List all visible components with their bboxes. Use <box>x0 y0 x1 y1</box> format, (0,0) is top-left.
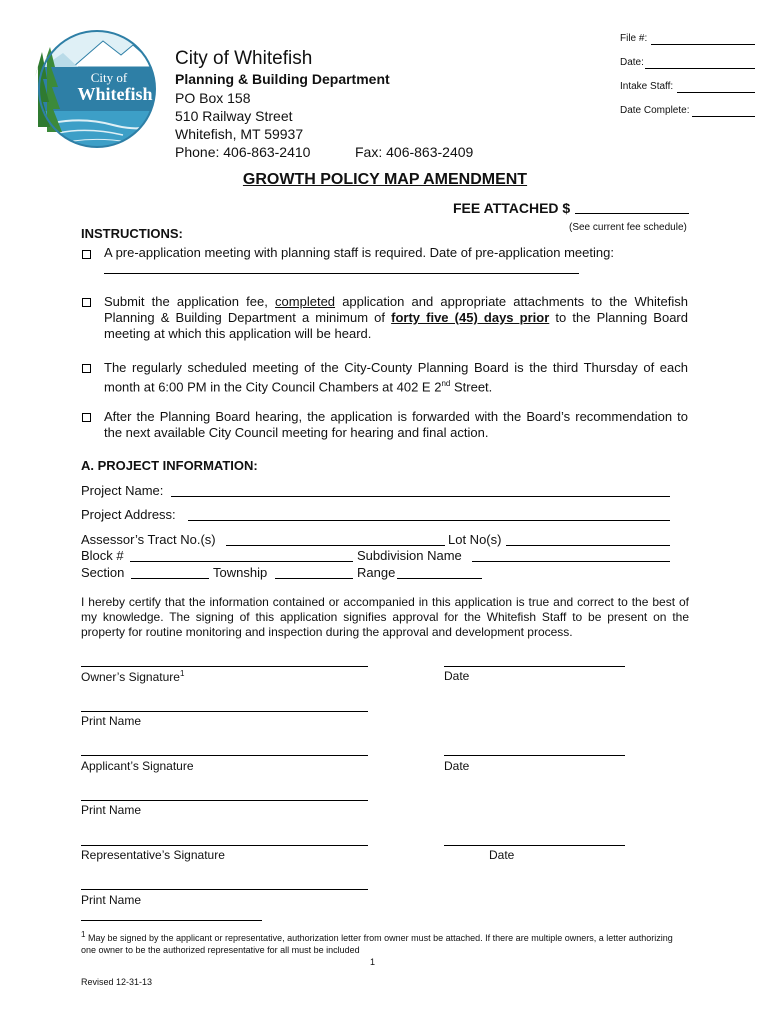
file-number-label: File #: <box>620 33 648 44</box>
subdivision-label: Subdivision Name <box>357 548 462 563</box>
city-logo-graphic <box>33 27 158 152</box>
representative-signature-label: Representative’s Signature <box>81 848 225 862</box>
tract-field[interactable] <box>226 545 445 546</box>
intake-staff-label: Intake Staff: <box>620 81 674 92</box>
range-field[interactable] <box>397 578 482 579</box>
representative-print-name-field[interactable] <box>81 889 368 890</box>
po-box: PO Box 158 <box>175 90 251 106</box>
fee-schedule-note: (See current fee schedule) <box>569 222 687 233</box>
lot-label: Lot No(s) <box>448 532 502 547</box>
applicant-signature-field[interactable] <box>81 755 368 756</box>
township-field[interactable] <box>275 578 353 579</box>
applicant-signature-label: Applicant’s Signature <box>81 759 194 773</box>
instruction-3: The regularly scheduled meeting of the City-County Planning Board is the third Thursday of each month at 6:00 PM in the City Council Chambers at 402 E 2nd Street. <box>104 360 688 395</box>
applicant-date-label: Date <box>444 759 470 773</box>
applicant-date-field[interactable] <box>444 755 625 756</box>
project-address-field[interactable] <box>188 520 670 521</box>
footnote-separator <box>81 920 262 921</box>
city-name: City of Whitefish <box>175 48 313 69</box>
project-name-field[interactable] <box>171 496 670 497</box>
checkbox-icon[interactable] <box>82 364 91 373</box>
section-field[interactable] <box>131 578 209 579</box>
city-state-zip: Whitefish, MT 59937 <box>175 126 304 142</box>
form-title: GROWTH POLICY MAP AMENDMENT <box>242 171 528 188</box>
fax-number: Fax: 406-863-2409 <box>355 144 474 160</box>
owner-date-field[interactable] <box>444 666 625 667</box>
range-label: Range <box>357 565 396 580</box>
checkbox-icon[interactable] <box>82 250 91 259</box>
checkbox-icon[interactable] <box>82 298 91 307</box>
owner-date-label: Date <box>444 669 470 683</box>
owner-signature-label: Owner’s Signature$^1$ <box>81 669 185 684</box>
applicant-print-name-field[interactable] <box>81 800 368 801</box>
block-label: Block # <box>81 548 124 563</box>
applicant-print-name-label: Print Name <box>81 803 142 817</box>
representative-date-label: Date <box>489 848 515 862</box>
block-field[interactable] <box>130 561 353 562</box>
checkbox-icon[interactable] <box>82 413 91 422</box>
lot-field[interactable] <box>506 545 670 546</box>
representative-print-name-label: Print Name <box>81 893 142 907</box>
fee-amount-field[interactable] <box>575 213 689 214</box>
phone-number: Phone: 406-863-2410 <box>175 144 311 160</box>
township-label: Township <box>213 565 268 580</box>
city-logo <box>33 27 158 152</box>
pre-application-date-field[interactable] <box>104 273 579 274</box>
owner-signature-field[interactable] <box>81 666 368 667</box>
tract-label: Assessor’s Tract No.(s) <box>81 532 216 547</box>
section-label: Section <box>81 565 125 580</box>
project-info-heading: A. PROJECT INFORMATION: <box>81 458 258 473</box>
footnote-text: $^1$ May be signed by the applicant or representative, authorization letter from owner must be attached. If there are multiple owners, a letter authorizing one owner to be the authorized representative for all must be included <box>81 930 673 955</box>
date-complete-field[interactable] <box>692 116 755 117</box>
instruction-1: A pre-application meeting with planning staff is required. Date of pre-application meeting: <box>104 245 614 260</box>
revision-date: Revised 12-31-13 <box>81 977 153 987</box>
representative-signature-field[interactable] <box>81 845 368 846</box>
file-number-field[interactable] <box>651 44 755 45</box>
logo-text-city: City of <box>90 70 128 85</box>
subdivision-field[interactable] <box>472 561 670 562</box>
instruction-2: Submit the application fee, completed application and appropriate attachments to the Whitefish Planning & Building Department a minimum of forty five (45) days prior to the Planning Board meeting at which this application will be heard. <box>104 294 688 341</box>
department-name: Planning & Building Department <box>175 71 390 87</box>
owner-print-name-field[interactable] <box>81 711 368 712</box>
admin-date-label: Date: <box>620 57 644 68</box>
admin-date-field[interactable] <box>645 68 755 69</box>
owner-print-name-label: Print Name <box>81 714 142 728</box>
project-name-label: Project Name: <box>81 483 164 498</box>
street-address: 510 Railway Street <box>175 108 293 124</box>
project-address-label: Project Address: <box>81 507 176 522</box>
logo-text-whitefish: Whitefish <box>77 84 153 104</box>
instructions-heading: INSTRUCTIONS: <box>81 226 183 241</box>
certification-text: I hereby certify that the information contained or accompanied in this application is true and correct to the best of my knowledge. The signing of this application signifies approval for the Whitefish Staff to be present on the property for routine monitoring and inspection during the approval and development process. <box>81 595 689 639</box>
date-complete-label: Date Complete: <box>620 105 690 116</box>
page-number: 1 <box>369 957 375 967</box>
fee-attached-label: FEE ATTACHED $ <box>453 200 571 216</box>
instruction-4: After the Planning Board hearing, the application is forwarded with the Board’s recommendation to the next available City Council meeting for hearing and final action. <box>104 409 688 440</box>
intake-staff-field[interactable] <box>677 92 755 93</box>
representative-date-field[interactable] <box>444 845 625 846</box>
